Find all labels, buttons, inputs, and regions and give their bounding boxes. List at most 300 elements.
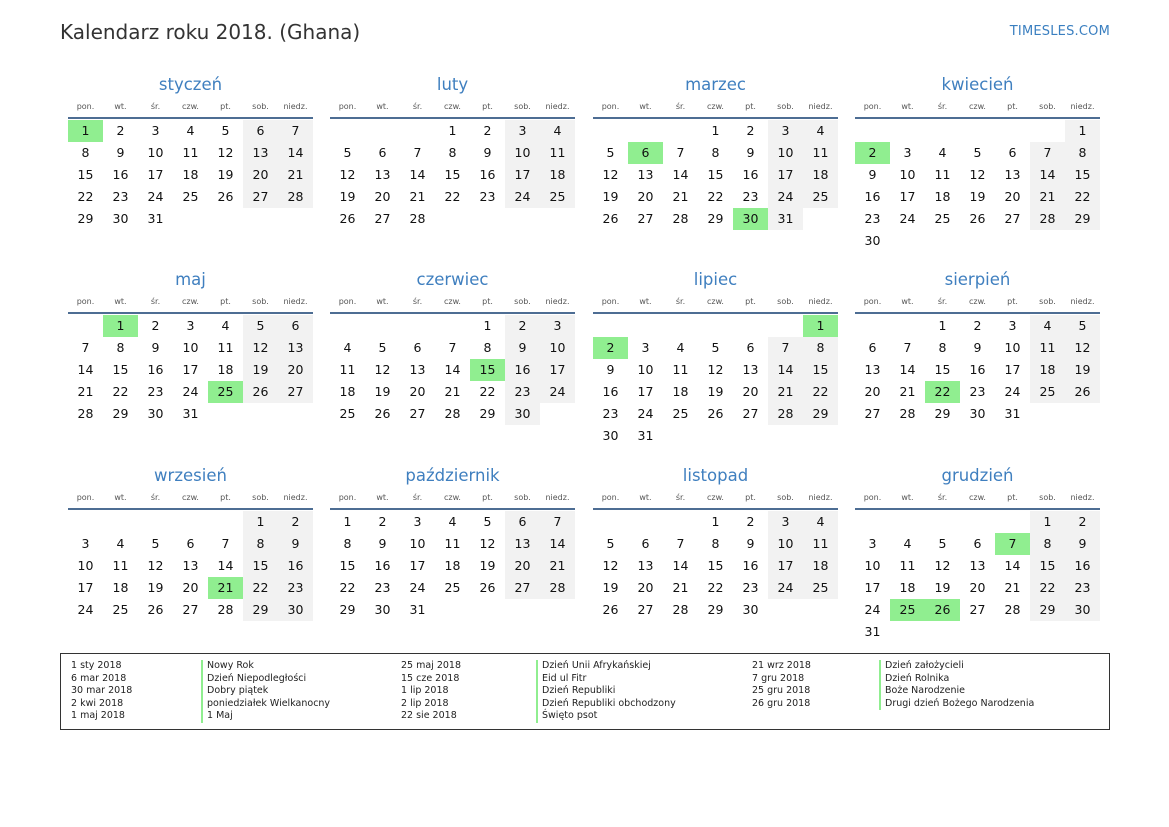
- weekday-label: sob.: [252, 297, 269, 306]
- day-cell: 5: [606, 536, 615, 551]
- day-cell: 8: [1065, 142, 1100, 164]
- day-cell: 13: [1004, 167, 1021, 182]
- holiday-name: Drugi dzień Bożego Narodzenia: [879, 698, 1034, 711]
- holiday-date: 25 maj 2018: [401, 660, 462, 671]
- holiday-day-cell: 2: [855, 142, 890, 164]
- day-cell: 15: [803, 359, 838, 381]
- weekday-label: niedz.: [808, 297, 833, 306]
- day-cell: 14: [77, 362, 94, 377]
- day-cell: 13: [742, 362, 759, 377]
- day-cell: 9: [151, 340, 160, 355]
- day-cell: 29: [803, 403, 838, 425]
- holiday-day-cell: 25: [208, 381, 243, 403]
- day-cell: 1: [343, 514, 352, 529]
- day-cell: 8: [448, 145, 457, 160]
- day-cell: 26: [969, 211, 986, 226]
- empty-cell: [173, 511, 208, 533]
- weekday-label: niedz.: [808, 493, 833, 502]
- weekday-label: pt.: [745, 102, 756, 111]
- holiday-name: Dzień Unii Afrykańskiej: [536, 660, 676, 673]
- day-cell: 22: [243, 577, 278, 599]
- day-cell: 19: [339, 189, 356, 204]
- day-grid: [855, 511, 1100, 643]
- empty-cell: [68, 315, 103, 337]
- day-cell: 27: [637, 211, 654, 226]
- month-calendar: [68, 73, 313, 230]
- month-name: wrzesień: [154, 466, 227, 485]
- empty-cell: [593, 315, 628, 337]
- day-cell: 28: [1004, 602, 1021, 617]
- day-cell: 16: [505, 359, 540, 381]
- weekday-label: czw.: [707, 297, 724, 306]
- holiday-name: Eid ul Fitr: [536, 673, 676, 686]
- weekday-label: pon.: [338, 297, 357, 306]
- day-cell: 27: [409, 406, 426, 421]
- day-cell: 5: [221, 123, 230, 138]
- day-cell: 23: [278, 577, 313, 599]
- day-cell: 17: [505, 164, 540, 186]
- holiday-date: 1 maj 2018: [71, 710, 125, 722]
- day-cell: 12: [147, 558, 164, 573]
- holiday-date: 25 gru 2018: [752, 685, 811, 697]
- day-cell: 14: [444, 362, 461, 377]
- day-grid: [330, 120, 575, 230]
- day-cell: 11: [934, 167, 951, 182]
- day-cell: 30: [864, 233, 881, 248]
- day-grid: [330, 511, 575, 621]
- day-cell: 19: [934, 580, 951, 595]
- holiday-day-cell: 6: [628, 142, 663, 164]
- empty-cell: [365, 120, 400, 142]
- day-cell: 10: [182, 340, 199, 355]
- day-cell: 13: [243, 142, 278, 164]
- weekday-label: śr.: [675, 493, 686, 502]
- weekday-header: [330, 490, 575, 510]
- empty-cell: [890, 511, 925, 533]
- day-cell: 27: [243, 186, 278, 208]
- day-cell: 26: [479, 580, 496, 595]
- month-calendar: [330, 268, 575, 425]
- weekday-label: pt.: [745, 493, 756, 502]
- site-brand-link[interactable]: TIMESLES.COM: [1009, 24, 1110, 39]
- day-cell: 6: [243, 120, 278, 142]
- day-cell: 9: [116, 145, 125, 160]
- month-name: lipiec: [693, 270, 738, 289]
- empty-cell: [768, 315, 803, 337]
- day-cell: 24: [77, 602, 94, 617]
- day-cell: 29: [707, 602, 724, 617]
- holiday-date: 2 kwi 2018: [71, 697, 124, 709]
- weekday-label: pon.: [76, 493, 95, 502]
- weekday-label: pon.: [338, 493, 357, 502]
- day-cell: 10: [864, 558, 881, 573]
- day-cell: 11: [899, 558, 916, 573]
- day-cell: 27: [742, 406, 759, 421]
- day-cell: 18: [112, 580, 129, 595]
- day-cell: 6: [505, 511, 540, 533]
- month-name: marzec: [685, 75, 746, 94]
- day-cell: 4: [803, 120, 838, 142]
- weekday-header: [68, 99, 313, 119]
- empty-cell: [628, 120, 663, 142]
- day-cell: 9: [505, 337, 540, 359]
- day-cell: 29: [112, 406, 129, 421]
- day-cell: 19: [217, 167, 234, 182]
- weekday-label: wt.: [114, 297, 127, 306]
- day-cell: 1: [448, 123, 457, 138]
- weekday-label: śr.: [150, 493, 161, 502]
- holiday-day-cell: 1: [103, 315, 138, 337]
- day-cell: 21: [409, 189, 426, 204]
- page-title: Kalendarz roku 2018. (Ghana): [60, 20, 361, 44]
- holiday-day-cell: 15: [470, 359, 505, 381]
- day-cell: 6: [746, 340, 755, 355]
- day-cell: 25: [803, 577, 838, 599]
- month-name: maj: [175, 270, 206, 289]
- day-cell: 4: [116, 536, 125, 551]
- holiday-date: 7 gru 2018: [752, 672, 805, 684]
- day-cell: 24: [182, 384, 199, 399]
- day-cell: 27: [374, 211, 391, 226]
- weekday-label: sob.: [514, 493, 531, 502]
- day-cell: 24: [409, 580, 426, 595]
- weekday-label: sob.: [1039, 493, 1056, 502]
- day-cell: 21: [672, 189, 689, 204]
- day-cell: 28: [672, 602, 689, 617]
- day-cell: 6: [868, 340, 877, 355]
- day-cell: 31: [182, 406, 199, 421]
- weekday-label: pt.: [1007, 493, 1018, 502]
- day-cell: 5: [483, 514, 492, 529]
- day-cell: 7: [540, 511, 575, 533]
- day-cell: 19: [602, 189, 619, 204]
- day-cell: 22: [1030, 577, 1065, 599]
- weekday-label: pt.: [220, 297, 231, 306]
- weekday-label: czw.: [969, 102, 986, 111]
- day-cell: 19: [602, 580, 619, 595]
- empty-cell: [1030, 120, 1065, 142]
- day-cell: 5: [343, 145, 352, 160]
- day-cell: 24: [147, 189, 164, 204]
- weekday-label: pt.: [220, 493, 231, 502]
- day-cell: 21: [540, 555, 575, 577]
- day-cell: 25: [934, 211, 951, 226]
- holiday-day-cell: 1: [803, 315, 838, 337]
- holiday-name: 1 Maj: [201, 710, 330, 723]
- day-cell: 17: [77, 580, 94, 595]
- day-cell: 17: [409, 558, 426, 573]
- day-cell: 13: [278, 337, 313, 359]
- day-cell: 6: [186, 536, 195, 551]
- weekday-label: czw.: [707, 102, 724, 111]
- day-cell: 20: [864, 384, 881, 399]
- day-cell: 18: [672, 384, 689, 399]
- day-cell: 9: [746, 145, 755, 160]
- day-cell: 8: [116, 340, 125, 355]
- holiday-date: 30 mar 2018: [71, 685, 133, 697]
- month-name: listopad: [682, 466, 749, 485]
- weekday-label: czw.: [182, 493, 199, 502]
- day-cell: 15: [112, 362, 129, 377]
- day-cell: 18: [217, 362, 234, 377]
- day-grid: [330, 315, 575, 425]
- day-cell: 1: [1065, 120, 1100, 142]
- day-cell: 6: [641, 536, 650, 551]
- weekday-label: wt.: [901, 297, 914, 306]
- month-name: czerwiec: [416, 270, 489, 289]
- day-cell: 25: [339, 406, 356, 421]
- day-cell: 25: [672, 406, 689, 421]
- day-cell: 29: [934, 406, 951, 421]
- holiday-date: 1 sty 2018: [71, 660, 122, 671]
- day-cell: 11: [672, 362, 689, 377]
- day-cell: 3: [903, 145, 912, 160]
- weekday-label: wt.: [376, 102, 389, 111]
- day-cell: 28: [768, 403, 803, 425]
- weekday-label: sob.: [777, 493, 794, 502]
- weekday-label: niedz.: [808, 102, 833, 111]
- day-cell: 18: [899, 580, 916, 595]
- month-name: luty: [436, 75, 469, 94]
- weekday-label: czw.: [444, 102, 461, 111]
- day-cell: 5: [1065, 315, 1100, 337]
- day-cell: 15: [444, 167, 461, 182]
- day-cell: 1: [483, 318, 492, 333]
- empty-cell: [103, 511, 138, 533]
- day-cell: 9: [746, 536, 755, 551]
- weekday-label: pon.: [76, 102, 95, 111]
- day-cell: 16: [112, 167, 129, 182]
- day-cell: 10: [147, 145, 164, 160]
- day-cell: 19: [969, 189, 986, 204]
- day-cell: 21: [899, 384, 916, 399]
- empty-cell: [330, 315, 365, 337]
- day-cell: 11: [1030, 337, 1065, 359]
- empty-cell: [400, 315, 435, 337]
- weekday-header: [593, 99, 838, 119]
- holiday-name: Święto psot: [536, 710, 676, 723]
- day-cell: 18: [803, 164, 838, 186]
- day-cell: 9: [378, 536, 387, 551]
- day-cell: 30: [969, 406, 986, 421]
- weekday-label: niedz.: [545, 297, 570, 306]
- day-cell: 18: [182, 167, 199, 182]
- day-cell: 29: [1065, 208, 1100, 230]
- day-cell: 29: [1030, 599, 1065, 621]
- day-cell: 12: [1065, 337, 1100, 359]
- day-cell: 20: [1004, 189, 1021, 204]
- day-cell: 28: [77, 406, 94, 421]
- day-cell: 14: [672, 558, 689, 573]
- day-cell: 8: [711, 536, 720, 551]
- day-cell: 8: [81, 145, 90, 160]
- day-cell: 20: [505, 555, 540, 577]
- day-cell: 15: [934, 362, 951, 377]
- day-cell: 7: [903, 340, 912, 355]
- empty-cell: [890, 120, 925, 142]
- month-calendar: [330, 464, 575, 621]
- day-cell: 4: [221, 318, 230, 333]
- weekday-label: wt.: [114, 102, 127, 111]
- day-cell: 21: [1030, 186, 1065, 208]
- day-cell: 19: [707, 384, 724, 399]
- day-cell: 5: [606, 145, 615, 160]
- day-cell: 12: [969, 167, 986, 182]
- day-cell: 21: [1004, 580, 1021, 595]
- day-cell: 15: [1030, 555, 1065, 577]
- weekday-label: pon.: [601, 297, 620, 306]
- weekday-label: śr.: [412, 493, 423, 502]
- day-cell: 14: [768, 359, 803, 381]
- day-cell: 25: [540, 186, 575, 208]
- day-cell: 16: [374, 558, 391, 573]
- weekday-label: pt.: [1007, 297, 1018, 306]
- day-cell: 23: [505, 381, 540, 403]
- day-cell: 19: [1065, 359, 1100, 381]
- day-cell: 12: [602, 558, 619, 573]
- day-cell: 9: [973, 340, 982, 355]
- day-cell: 14: [672, 167, 689, 182]
- holiday-name: Dzień Republiki: [536, 685, 676, 698]
- empty-cell: [960, 511, 995, 533]
- day-cell: 12: [374, 362, 391, 377]
- day-cell: 31: [768, 208, 803, 230]
- month-name: styczeń: [158, 75, 223, 94]
- day-cell: 16: [864, 189, 881, 204]
- holiday-name: Dzień Niepodległości: [201, 673, 330, 686]
- weekday-label: pon.: [76, 297, 95, 306]
- day-grid: [593, 511, 838, 621]
- day-cell: 23: [742, 580, 759, 595]
- day-cell: 14: [899, 362, 916, 377]
- empty-cell: [628, 315, 663, 337]
- weekday-header: [330, 99, 575, 119]
- day-cell: 16: [278, 555, 313, 577]
- holiday-date: 6 mar 2018: [71, 672, 127, 684]
- weekday-label: wt.: [901, 493, 914, 502]
- day-cell: 20: [969, 580, 986, 595]
- day-cell: 8: [483, 340, 492, 355]
- day-cell: 17: [864, 580, 881, 595]
- day-grid: [68, 315, 313, 425]
- day-cell: 20: [637, 580, 654, 595]
- day-cell: 2: [151, 318, 160, 333]
- weekday-label: niedz.: [1070, 297, 1095, 306]
- day-cell: 4: [938, 145, 947, 160]
- day-cell: 14: [217, 558, 234, 573]
- day-cell: 13: [182, 558, 199, 573]
- empty-cell: [855, 315, 890, 337]
- day-cell: 22: [77, 189, 94, 204]
- day-cell: 28: [540, 577, 575, 599]
- day-cell: 25: [1030, 381, 1065, 403]
- day-cell: 26: [147, 602, 164, 617]
- month-calendar: [593, 73, 838, 230]
- weekday-label: wt.: [901, 102, 914, 111]
- holiday-day-cell: 2: [593, 337, 628, 359]
- holiday-names-column: [201, 660, 330, 723]
- day-cell: 24: [768, 186, 803, 208]
- empty-cell: [400, 120, 435, 142]
- day-cell: 17: [1004, 362, 1021, 377]
- day-cell: 11: [339, 362, 356, 377]
- day-grid: [68, 511, 313, 621]
- day-cell: 3: [413, 514, 422, 529]
- weekday-label: pt.: [482, 102, 493, 111]
- day-cell: 13: [374, 167, 391, 182]
- day-cell: 6: [973, 536, 982, 551]
- holiday-day-cell: 22: [925, 381, 960, 403]
- day-cell: 12: [602, 167, 619, 182]
- day-cell: 4: [1030, 315, 1065, 337]
- weekday-label: śr.: [150, 297, 161, 306]
- day-cell: 20: [182, 580, 199, 595]
- weekday-label: niedz.: [283, 297, 308, 306]
- day-cell: 18: [1030, 359, 1065, 381]
- holiday-name: Nowy Rok: [201, 660, 330, 673]
- holiday-date: 21 wrz 2018: [752, 660, 811, 671]
- day-cell: 24: [864, 602, 881, 617]
- day-cell: 15: [77, 167, 94, 182]
- day-cell: 18: [540, 164, 575, 186]
- day-cell: 22: [339, 580, 356, 595]
- empty-cell: [628, 511, 663, 533]
- day-cell: 30: [1065, 599, 1100, 621]
- day-cell: 28: [899, 406, 916, 421]
- day-cell: 15: [243, 555, 278, 577]
- day-cell: 4: [803, 511, 838, 533]
- weekday-label: niedz.: [1070, 493, 1095, 502]
- day-cell: 16: [479, 167, 496, 182]
- day-cell: 18: [803, 555, 838, 577]
- weekday-header: [855, 294, 1100, 314]
- weekday-label: wt.: [639, 102, 652, 111]
- day-grid: [593, 315, 838, 447]
- day-cell: 12: [339, 167, 356, 182]
- day-cell: 26: [339, 211, 356, 226]
- weekday-label: sob.: [777, 102, 794, 111]
- day-cell: 8: [343, 536, 352, 551]
- weekday-label: czw.: [444, 297, 461, 306]
- holiday-list: [60, 653, 1110, 730]
- day-cell: 4: [343, 340, 352, 355]
- day-cell: 11: [803, 142, 838, 164]
- holiday-name: poniedziałek Wielkanocny: [201, 698, 330, 711]
- day-cell: 12: [707, 362, 724, 377]
- empty-cell: [138, 511, 173, 533]
- day-cell: 26: [602, 602, 619, 617]
- day-cell: 17: [147, 167, 164, 182]
- weekday-label: niedz.: [545, 102, 570, 111]
- day-cell: 4: [448, 514, 457, 529]
- day-cell: 12: [934, 558, 951, 573]
- empty-cell: [663, 511, 698, 533]
- day-cell: 23: [602, 406, 619, 421]
- empty-cell: [733, 315, 768, 337]
- day-cell: 24: [768, 577, 803, 599]
- day-cell: 26: [602, 211, 619, 226]
- holiday-date: 2 lip 2018: [401, 697, 449, 709]
- month-calendar: [855, 73, 1100, 252]
- day-cell: 19: [374, 384, 391, 399]
- day-cell: 16: [1065, 555, 1100, 577]
- day-cell: 17: [899, 189, 916, 204]
- day-cell: 26: [707, 406, 724, 421]
- day-cell: 8: [711, 145, 720, 160]
- day-cell: 29: [243, 599, 278, 621]
- day-cell: 4: [676, 340, 685, 355]
- day-cell: 10: [409, 536, 426, 551]
